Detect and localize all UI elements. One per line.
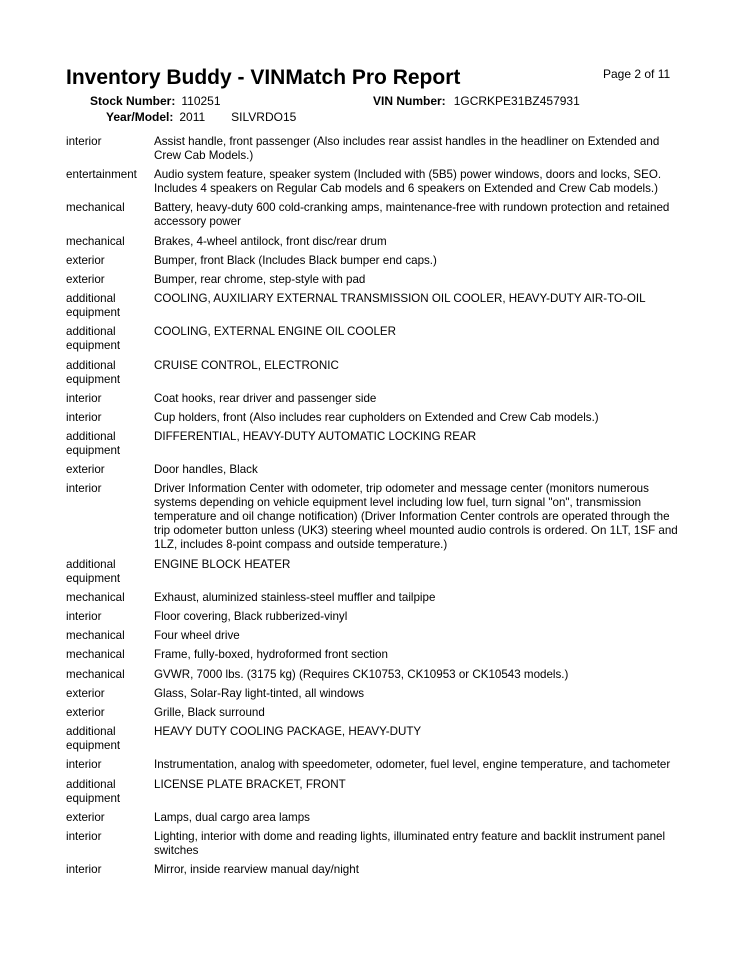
equipment-row — [66, 463, 686, 477]
equipment-category: interior — [66, 135, 102, 148]
equipment-category: exterior — [66, 272, 105, 286]
equipment-row — [66, 359, 686, 387]
equipment-row — [66, 758, 686, 772]
year-model-field — [106, 110, 296, 124]
equipment-row — [66, 411, 686, 425]
equipment-row — [66, 235, 686, 249]
stock-number-field — [90, 94, 221, 108]
equipment-description: Driver Information Center with odometer, trip odometer and message center (monitors numerous systems depending on vehicle equipment level including low fuel, turn signal "on", transmission temperature and oil change notification) (Driver Information Center controls are operated through the trip odometer button unless (UK3) steering wheel mounted audio controls is ordered. On 1LT, 1SF and 1LZ, includes 8-point compass and outside temperature.) — [154, 482, 678, 552]
equipment-row — [66, 201, 686, 229]
equipment-row — [66, 687, 686, 701]
equipment-row — [66, 273, 686, 287]
equipment-category: additional equipment — [66, 292, 121, 320]
equipment-row — [66, 430, 686, 458]
equipment-row — [66, 392, 686, 406]
equipment-category: interior — [66, 863, 102, 877]
equipment-category: additional equipment — [66, 358, 121, 386]
equipment-row — [66, 135, 686, 163]
equipment-row — [66, 668, 686, 682]
equipment-category: mechanical — [66, 629, 125, 643]
equipment-category: additional equipment — [66, 430, 121, 458]
equipment-row — [66, 778, 686, 806]
equipment-category: entertainment — [66, 168, 137, 182]
equipment-category: mechanical — [66, 234, 125, 248]
equipment-row — [66, 706, 686, 720]
equipment-description: Grille, Black surround — [154, 705, 265, 719]
equipment-description: Coat hooks, rear driver and passenger side — [154, 391, 377, 405]
equipment-category: exterior — [66, 463, 105, 477]
equipment-description: COOLING, EXTERNAL ENGINE OIL COOLER — [154, 325, 397, 339]
report-title: Inventory Buddy - VINMatch Pro Report — [66, 66, 461, 89]
equipment-category: interior — [66, 610, 102, 623]
equipment-category: mechanical — [66, 667, 125, 681]
equipment-category: mechanical — [66, 648, 125, 662]
equipment-category: exterior — [66, 686, 105, 700]
equipment-row — [66, 811, 686, 825]
equipment-description: CRUISE CONTROL, ELECTRONIC — [154, 358, 339, 372]
equipment-description: Door handles, Black — [154, 463, 258, 477]
equipment-description: Exhaust, aluminized stainless-steel muffler and tailpipe — [154, 590, 436, 604]
equipment-row — [66, 482, 686, 552]
equipment-category: interior — [66, 482, 102, 496]
equipment-row — [66, 325, 686, 353]
equipment-description: Bumper, rear chrome, step-style with pad — [154, 272, 366, 286]
equipment-category: interior — [66, 391, 102, 405]
year-model-label: Year/Model: — [106, 110, 174, 124]
equipment-description: Four wheel drive — [154, 629, 240, 643]
equipment-row — [66, 558, 686, 586]
equipment-row — [66, 254, 686, 268]
equipment-row — [66, 629, 686, 643]
equipment-row — [66, 725, 686, 753]
equipment-category: mechanical — [66, 201, 125, 215]
equipment-category: mechanical — [66, 590, 125, 604]
equipment-category: additional equipment — [66, 777, 121, 805]
equipment-description: HEAVY DUTY COOLING PACKAGE, HEAVY-DUTY — [154, 725, 422, 739]
stock-number-value: 110251 — [181, 94, 221, 108]
equipment-category: interior — [66, 410, 102, 424]
equipment-category: additional equipment — [66, 325, 121, 353]
equipment-row — [66, 591, 686, 605]
equipment-row — [66, 863, 686, 877]
page-number: Page 2 of 11 — [603, 67, 671, 81]
equipment-list — [66, 135, 686, 882]
equipment-description: GVWR, 7000 lbs. (3175 kg) (Requires CK10753, CK10953 or CK10543 models.) — [154, 667, 569, 681]
equipment-description: Lamps, dual cargo area lamps — [154, 810, 310, 824]
equipment-category: exterior — [66, 810, 105, 824]
equipment-description: DIFFERENTIAL, HEAVY-DUTY AUTOMATIC LOCKING REAR — [154, 430, 477, 444]
equipment-description: Cup holders, front (Also includes rear cupholders on Extended and Crew Cab models.) — [154, 410, 599, 424]
equipment-description: Glass, Solar-Ray light-tinted, all windows — [154, 686, 365, 700]
equipment-row — [66, 830, 686, 858]
equipment-description: ENGINE BLOCK HEATER — [154, 557, 291, 571]
equipment-category: exterior — [66, 253, 105, 267]
vin-number-field — [373, 94, 580, 108]
equipment-description: Instrumentation, analog with speedometer, odometer, fuel level, engine temperature, and tachometer — [154, 758, 671, 772]
equipment-description: Lighting, interior with dome and reading lights, illuminated entry feature and backlit instrument panel switches — [154, 829, 666, 857]
equipment-description: Battery, heavy-duty 600 cold-cranking amps, maintenance-free with rundown protection and retained accessory power — [154, 201, 670, 229]
equipment-description: LICENSE PLATE BRACKET, FRONT — [154, 777, 346, 791]
equipment-row — [66, 292, 686, 320]
equipment-description: Mirror, inside rearview manual day/night — [154, 863, 359, 877]
equipment-row — [66, 168, 686, 196]
equipment-description: Floor covering, Black rubberized-vinyl — [154, 610, 348, 623]
equipment-description: Frame, fully-boxed, hydroformed front section — [154, 648, 388, 662]
equipment-category: exterior — [66, 705, 105, 719]
equipment-category: interior — [66, 758, 102, 772]
equipment-description: Bumper, front Black (Includes Black bumper end caps.) — [154, 253, 437, 267]
stock-number-label: Stock Number: — [90, 94, 176, 108]
equipment-description: COOLING, AUXILIARY EXTERNAL TRANSMISSION OIL COOLER, HEAVY-DUTY AIR-TO-OIL — [154, 292, 646, 306]
equipment-category: additional equipment — [66, 557, 121, 585]
equipment-description: Audio system feature, speaker system (Included with (5B5) power windows, doors and locks, SEO. Includes 4 speakers on Regular Cab models and 6 speakers on Extended and Crew Cab models.) — [154, 168, 662, 196]
year-value: 2011 — [179, 110, 206, 124]
vin-number-label: VIN Number: — [373, 94, 446, 108]
equipment-row — [66, 610, 686, 624]
equipment-description: Assist handle, front passenger (Also includes rear assist handles in the headliner on Extended and Crew Cab Models.) — [154, 135, 660, 162]
vin-number-value: 1GCRKPE31BZ457931 — [453, 94, 580, 108]
equipment-description: Brakes, 4-wheel antilock, front disc/rear drum — [154, 234, 387, 248]
model-value: SILVRDO15 — [231, 110, 297, 124]
equipment-row — [66, 648, 686, 662]
equipment-category: interior — [66, 829, 102, 843]
equipment-category: additional equipment — [66, 725, 121, 753]
